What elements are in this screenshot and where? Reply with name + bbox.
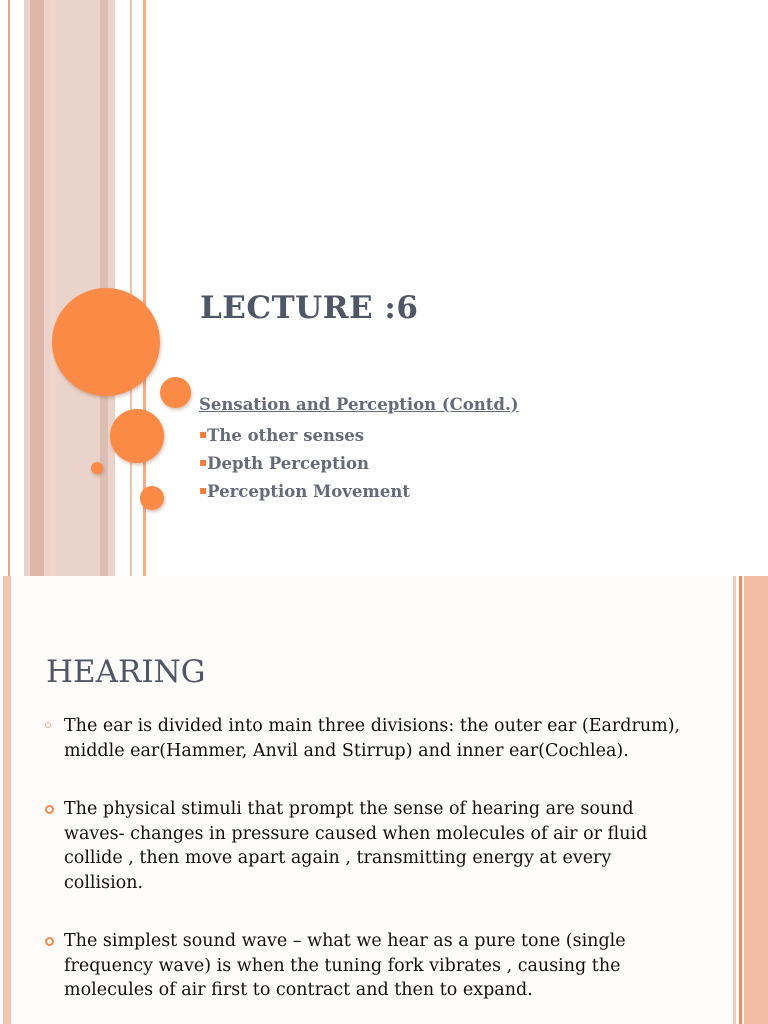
decorative-stripe <box>8 0 10 576</box>
decorative-stripe <box>30 0 44 576</box>
list-item <box>44 797 684 895</box>
square-bullet-icon: ▪ <box>199 483 208 497</box>
topic-item <box>199 451 410 479</box>
decorative-stripe <box>130 0 132 576</box>
slide-title: HEARING <box>46 654 206 690</box>
topic-label: Perception Movement <box>207 482 410 501</box>
decorative-circle-small <box>160 377 191 408</box>
decorative-stripe <box>733 576 736 1024</box>
decorative-stripe <box>739 576 742 1024</box>
circle-bullet-icon <box>45 722 51 728</box>
list-item-text: The ear is divided into main three divisions: the outer ear (Eardrum), middle ear(Hammer, Anvil and Stirrup) and inner ear(Cochlea). <box>64 716 681 761</box>
list-item <box>44 714 684 763</box>
decorative-circle-tiny <box>91 462 103 474</box>
hearing-slide <box>0 576 768 1024</box>
topic-item <box>199 479 410 507</box>
topic-list <box>199 423 410 507</box>
decorative-circle-small <box>140 486 164 510</box>
list-item <box>44 929 684 1003</box>
decorative-stripe <box>744 576 768 1024</box>
topic-label: The other senses <box>207 426 365 445</box>
lecture-title: LECTURE :6 <box>200 290 419 326</box>
list-item-text: The physical stimuli that prompt the sense of hearing are sound waves- changes in pressure caused when molecules of air or fluid collide , then move apart again , transmitting energy at every collision. <box>64 799 648 893</box>
list-item-text: The simplest sound wave – what we hear as a pure tone (single frequency wave) is when the tuning fork vibrates , causing the molecules of air first to contract and then to expand. <box>64 931 626 1000</box>
decorative-stripe <box>50 0 56 576</box>
topic-item <box>199 423 410 451</box>
square-bullet-icon: ▪ <box>199 455 208 469</box>
lecture-subtitle: Sensation and Perception (Contd.) <box>199 395 519 414</box>
decorative-circle-medium <box>110 409 164 463</box>
circle-bullet-icon <box>45 937 54 946</box>
decorative-circle-large <box>52 288 160 396</box>
circle-bullet-icon <box>45 805 54 814</box>
topic-label: Depth Perception <box>207 454 369 473</box>
bullet-list <box>44 714 684 1024</box>
decorative-stripe <box>3 576 11 1024</box>
square-bullet-icon: ▪ <box>199 427 208 441</box>
